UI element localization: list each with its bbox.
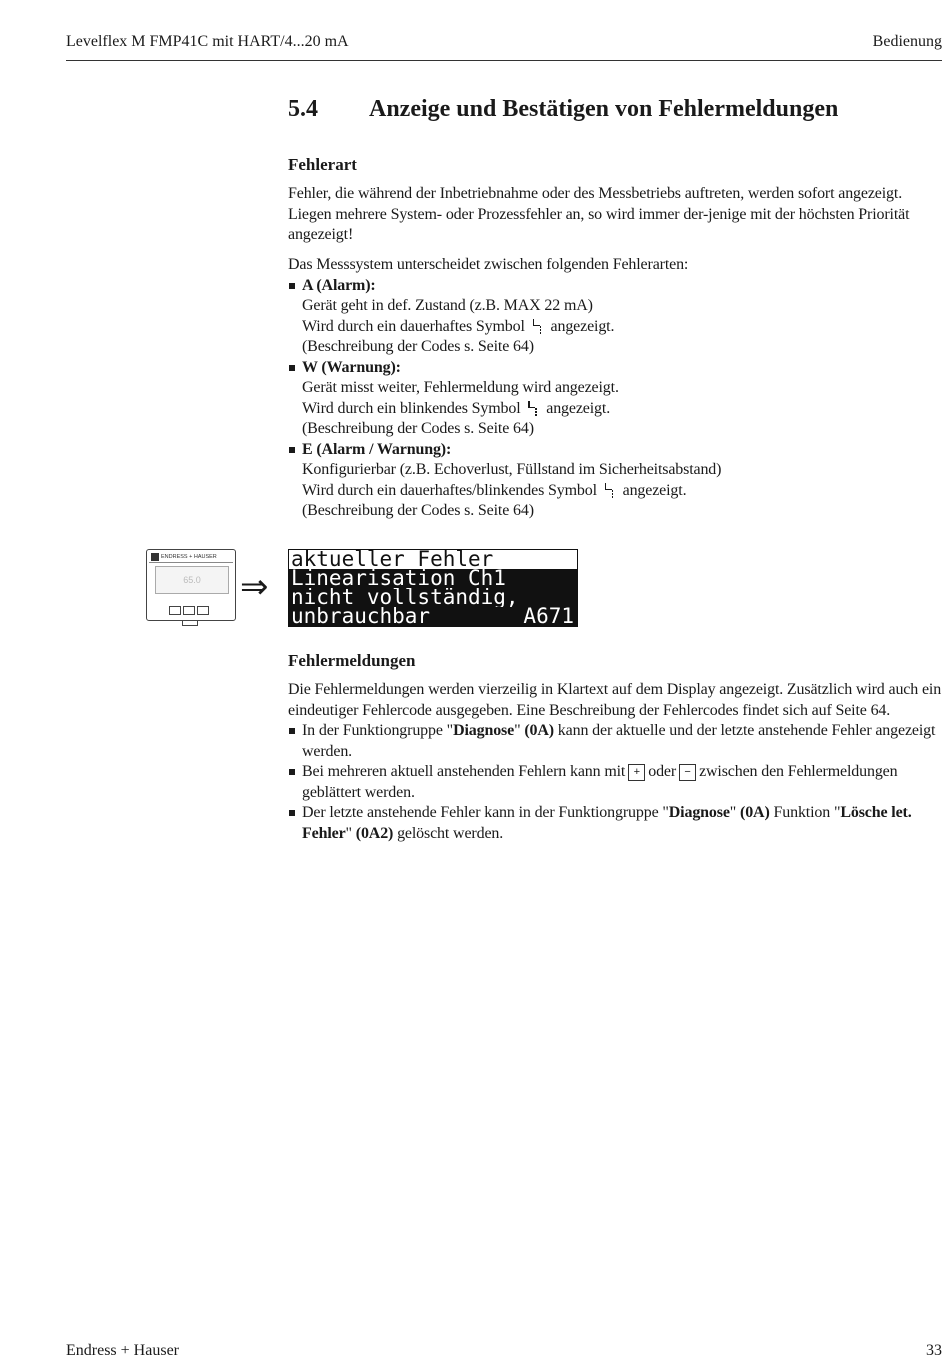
types-intro: Das Messsystem unterscheidet zwischen folgenden Fehlerarten: — [288, 256, 689, 273]
device-buttons — [169, 602, 211, 620]
type-reference: (Beschreibung der Codes s. Seite 64) — [302, 502, 534, 519]
fehlermeldungen-body — [288, 680, 948, 844]
type-alarm — [288, 276, 948, 297]
type-warning — [288, 358, 948, 379]
fehlermeldungen-intro: Die Fehlermeldungen werden vierzeilig in Klartext auf dem Display angezeigt. Zusätzlich wird auch ein eindeutiger Fehlercode ausgegeben. Eine Beschreibung der Fehlercodes findet sich auf Seite 64. — [288, 681, 942, 719]
type-detail: Gerät misst weiter, Fehlermeldung wird angezeigt. — [302, 379, 619, 396]
footer-company: Endress + Hauser — [66, 1342, 179, 1359]
device-reading: 65.0 — [183, 575, 201, 585]
lcd-line-1: aktueller Fehler — [291, 550, 494, 569]
brand-logo-icon — [151, 553, 159, 561]
running-header-chapter: Bedienung — [872, 33, 942, 50]
type-detail: Konfigurierbar (z.B. Echoverlust, Füllstand im Sicherheitsabstand) — [302, 461, 722, 478]
type-reference: (Beschreibung der Codes s. Seite 64) — [302, 338, 534, 355]
fehlerart-heading: Fehlerart — [288, 155, 357, 174]
bullet-browse: Bei mehreren aktuell anstehenden Fehlern kann mit + oder − zwischen den Fehlermeldungen geblättert werden. — [288, 762, 948, 803]
enter-key-icon — [197, 606, 209, 615]
lcd-error-code: A671 — [523, 607, 574, 626]
fehlerart-list — [288, 255, 948, 522]
minus-key-icon — [169, 606, 181, 615]
header-rule — [66, 60, 942, 61]
error-symbol-icon — [604, 482, 616, 498]
lcd-line-4: unbrauchbar A671 — [289, 607, 577, 626]
type-symbol-line: Wird durch ein dauerhaftes/blinkendes Symbol angezeigt. — [302, 481, 687, 499]
bullet-clear: Der letzte anstehende Fehler kann in der Funktiongruppe "Diagnose" (0A) Funktion "Lösche let. Fehler" (0A2) gelöscht werden. — [288, 803, 948, 844]
error-symbol-icon — [532, 318, 544, 334]
error-symbol-icon — [527, 400, 539, 416]
type-label: W (Warnung): — [302, 358, 401, 376]
section-heading — [288, 96, 838, 123]
plus-key-icon — [183, 606, 195, 615]
type-symbol-line: Wird durch ein blinkendes Symbol angezeigt. — [302, 399, 611, 417]
running-header-title: Levelflex M FMP41C mit HART/4...20 mA — [66, 33, 349, 50]
fehlerart-intro: Fehler, die während der Inbetriebnahme oder des Messbetriebs auftreten, werden sofort angezeigt. Liegen mehrere System- oder Prozessfehler an, so wird immer der-jenige mit der höchsten Priorität angezeigt! — [288, 185, 910, 243]
minus-key-icon: − — [679, 764, 696, 781]
type-alarm-warning — [288, 440, 948, 461]
type-symbol-line: Wird durch ein dauerhaftes Symbol angezeigt. — [302, 317, 615, 335]
device-connector — [182, 621, 198, 626]
bullet-diagnose: In der Funktiongruppe "Diagnose" (0A) kann der aktuelle und der letzte anstehende Fehler angezeigt werden. — [288, 721, 948, 762]
type-reference: (Beschreibung der Codes s. Seite 64) — [302, 420, 534, 437]
section-number: 5.4 — [288, 96, 318, 122]
plus-key-icon: + — [628, 764, 645, 781]
implies-arrow-icon: ⇒ — [240, 567, 269, 607]
type-detail: Gerät geht in def. Zustand (z.B. MAX 22 mA) — [302, 297, 593, 314]
type-label: E (Alarm / Warnung): — [302, 440, 452, 458]
device-display-illustration — [146, 549, 236, 621]
page-number: 33 — [926, 1342, 942, 1359]
lcd-error-display — [288, 549, 578, 627]
device-screen — [155, 566, 229, 594]
lcd-line-2: Linearisation Ch1 — [289, 569, 577, 588]
lcd-line-3: nicht vollständig, — [289, 588, 577, 607]
device-brand: ENDRESS + HAUSER — [149, 552, 233, 563]
section-title: Anzeige und Bestätigen von Fehlermeldungen — [369, 96, 839, 122]
fehlermeldungen-heading: Fehlermeldungen — [288, 651, 416, 670]
type-label: A (Alarm): — [302, 276, 376, 294]
